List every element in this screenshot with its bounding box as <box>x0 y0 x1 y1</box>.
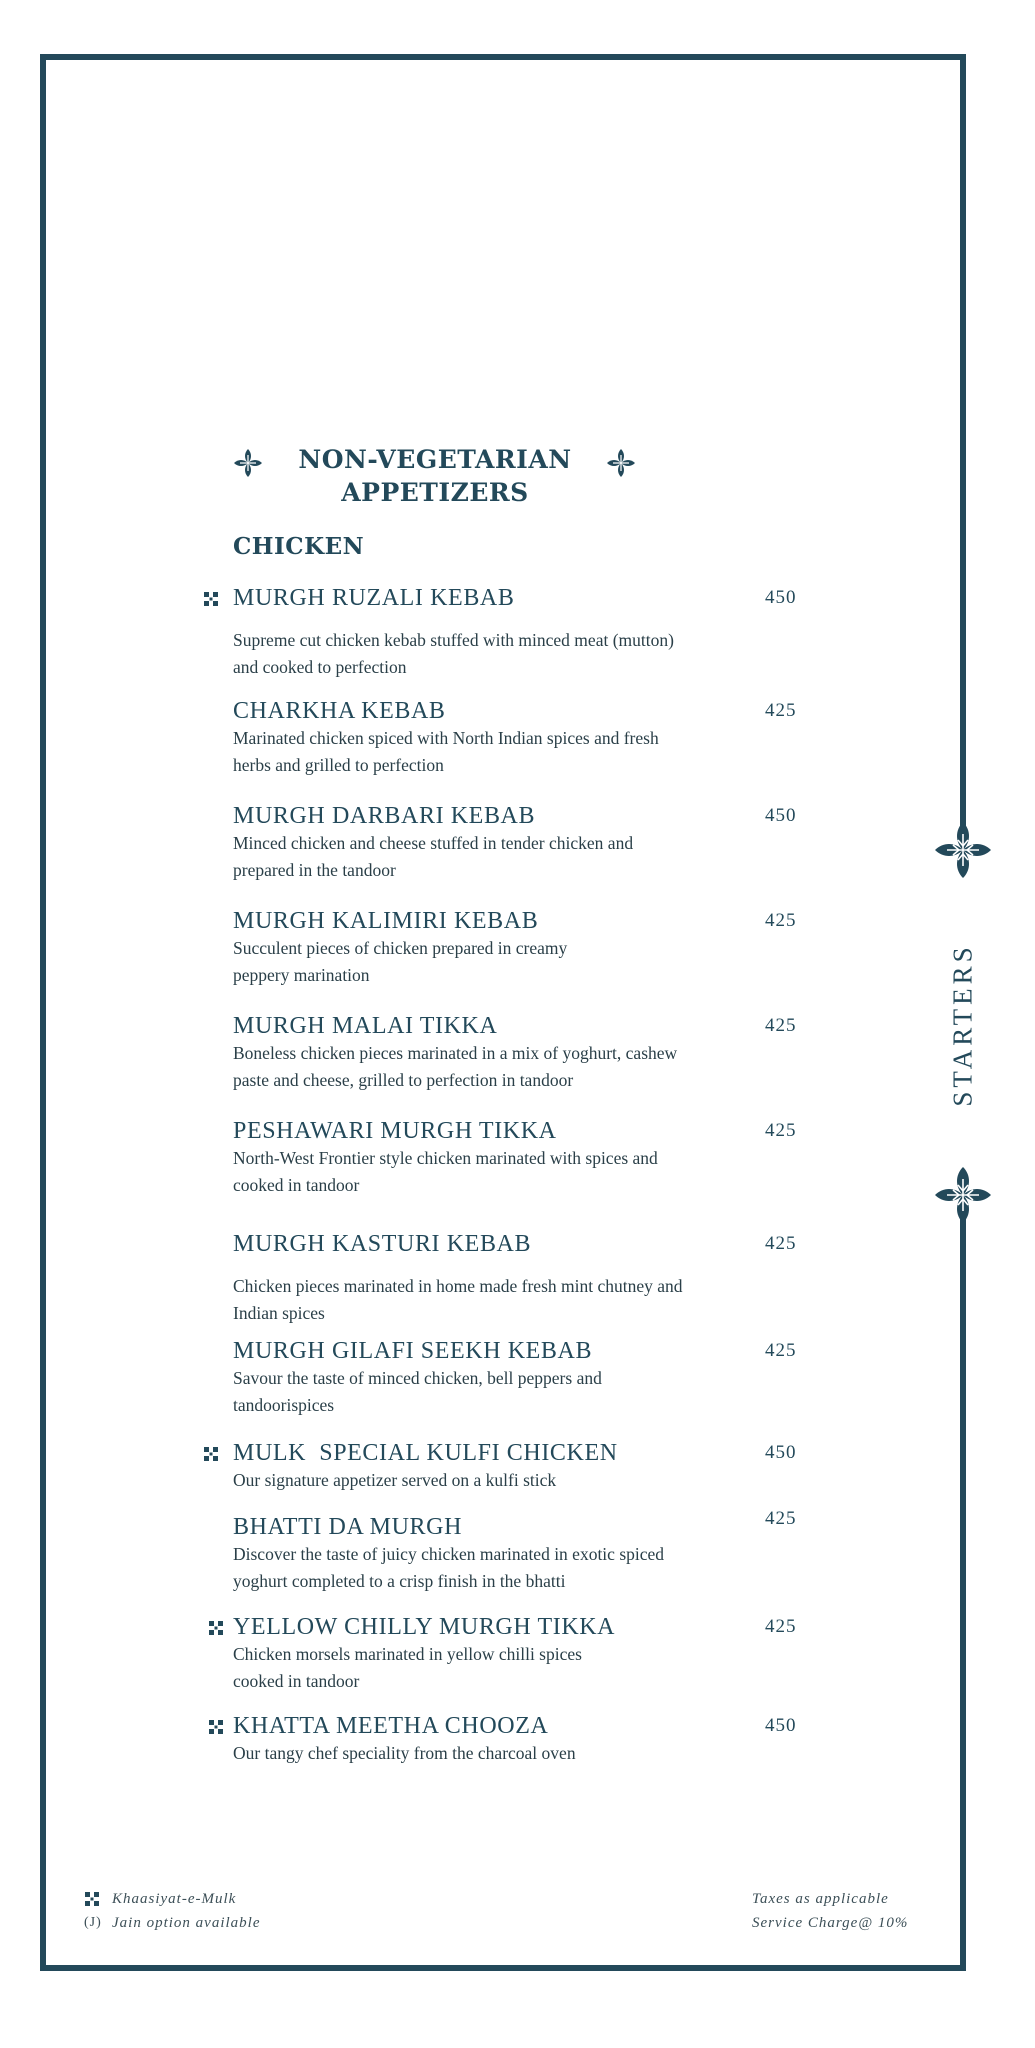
frame-right-rail-top <box>960 54 966 844</box>
item-description: North-West Frontier style chicken marinated with spices and cooked in tandoor <box>233 1148 658 1195</box>
menu-item <box>233 1013 833 1094</box>
item-description: Discover the taste of juicy chicken marinated in exotic spiced yoghurt completed to a crisp finish in the bhatti <box>233 1544 665 1591</box>
item-name: MURGH DARBARI KEBAB <box>233 803 536 829</box>
flower-ornament-icon <box>933 820 993 880</box>
item-price: 425 <box>765 1233 797 1254</box>
item-description: Chicken morsels marinated in yellow chilli spices cooked in tandoor <box>233 1644 582 1691</box>
menu-item <box>233 1508 833 1595</box>
legend-khaasiyat <box>84 1887 260 1911</box>
item-price: 425 <box>765 1616 797 1637</box>
item-description: Boneless chicken pieces marinated in a mix of yoghurt, cashew paste and cheese, grilled to perfection in tandoor <box>233 1043 678 1090</box>
item-price: 425 <box>765 1120 797 1141</box>
item-price: 425 <box>765 1340 797 1361</box>
khaasiyat-mark-icon <box>208 1620 224 1636</box>
item-price: 450 <box>765 1442 797 1463</box>
item-price: 450 <box>765 587 797 608</box>
khaasiyat-mark-icon <box>208 1719 224 1735</box>
item-name: MULK SPECIAL KULFI CHICKEN <box>233 1440 618 1466</box>
item-price: 425 <box>765 910 797 931</box>
legend-jain-label: Jain option available <box>112 1915 261 1931</box>
item-name: CHARKHA KEBAB <box>233 698 446 724</box>
item-name: MURGH KALIMIRI KEBAB <box>233 908 539 934</box>
menu-item <box>233 585 833 681</box>
footer-charges <box>752 1887 908 1935</box>
frame-right-rail-bottom <box>960 1210 966 1971</box>
menu-item <box>233 1118 833 1199</box>
menu-item <box>233 1338 833 1419</box>
heading-ornament-left-icon <box>233 448 263 478</box>
menu-item <box>233 1713 833 1767</box>
item-description: Savour the taste of minced chicken, bell peppers and tandoorispices <box>233 1368 602 1415</box>
khaasiyat-mark-icon <box>84 1891 100 1907</box>
item-name: MURGH MALAI TIKKA <box>233 1013 498 1039</box>
item-name: PESHAWARI MURGH TIKKA <box>233 1118 557 1144</box>
heading-line-2: APPETIZERS <box>341 478 529 507</box>
jain-symbol: (J) <box>84 1915 102 1930</box>
item-name: KHATTA MEETHA CHOOZA <box>233 1713 549 1739</box>
item-description: Succulent pieces of chicken prepared in creamy peppery marination <box>233 938 568 985</box>
item-price: 450 <box>765 1715 797 1736</box>
menu-item <box>233 1614 833 1695</box>
item-price: 425 <box>765 700 797 721</box>
khaasiyat-mark-icon <box>203 1446 219 1462</box>
footer-legend <box>84 1887 260 1935</box>
menu-item <box>233 908 833 989</box>
heading-ornament-right-icon <box>606 448 636 478</box>
item-description: Chicken pieces marinated in home made fresh mint chutney and Indian spices <box>233 1276 683 1323</box>
heading-line-1: NON-VEGETARIAN <box>298 445 572 474</box>
khaasiyat-mark-icon <box>203 591 219 607</box>
item-description: Our signature appetizer served on a kulfi stick <box>233 1470 557 1490</box>
frame-bottom-border <box>40 1965 966 1971</box>
item-price: 450 <box>765 805 797 826</box>
side-title: STARTERS <box>947 943 978 1107</box>
menu-item <box>233 1231 833 1327</box>
menu-item <box>233 803 833 884</box>
flower-ornament-icon <box>933 1165 993 1225</box>
item-name: MURGH KASTURI KEBAB <box>233 1231 532 1257</box>
item-description: Supreme cut chicken kebab stuffed with minced meat (mutton) and cooked to perfection <box>233 630 674 677</box>
menu-item <box>233 698 833 779</box>
item-description: Marinated chicken spiced with North Indian spices and fresh herbs and grilled to perfection <box>233 728 659 775</box>
service-charge-note: Service Charge@ 10% <box>752 1915 909 1931</box>
item-price: 425 <box>765 1508 797 1529</box>
item-name: MURGH GILAFI SEEKH KEBAB <box>233 1338 593 1364</box>
legend-khaasiyat-label: Khaasiyat-e-Mulk <box>112 1891 237 1907</box>
taxes-note: Taxes as applicable <box>752 1891 889 1907</box>
legend-jain <box>84 1911 260 1935</box>
item-description: Minced chicken and cheese stuffed in tender chicken and prepared in the tandoor <box>233 833 634 880</box>
menu-item <box>233 1440 833 1494</box>
item-description: Our tangy chef speciality from the charcoal oven <box>233 1743 576 1763</box>
item-name: YELLOW CHILLY MURGH TIKKA <box>233 1614 616 1640</box>
page-heading <box>280 443 590 509</box>
item-name: BHATTI DA MURGH <box>233 1514 463 1540</box>
item-name: MURGH RUZALI KEBAB <box>233 585 515 611</box>
item-price: 425 <box>765 1015 797 1036</box>
section-title: CHICKEN <box>233 533 365 560</box>
